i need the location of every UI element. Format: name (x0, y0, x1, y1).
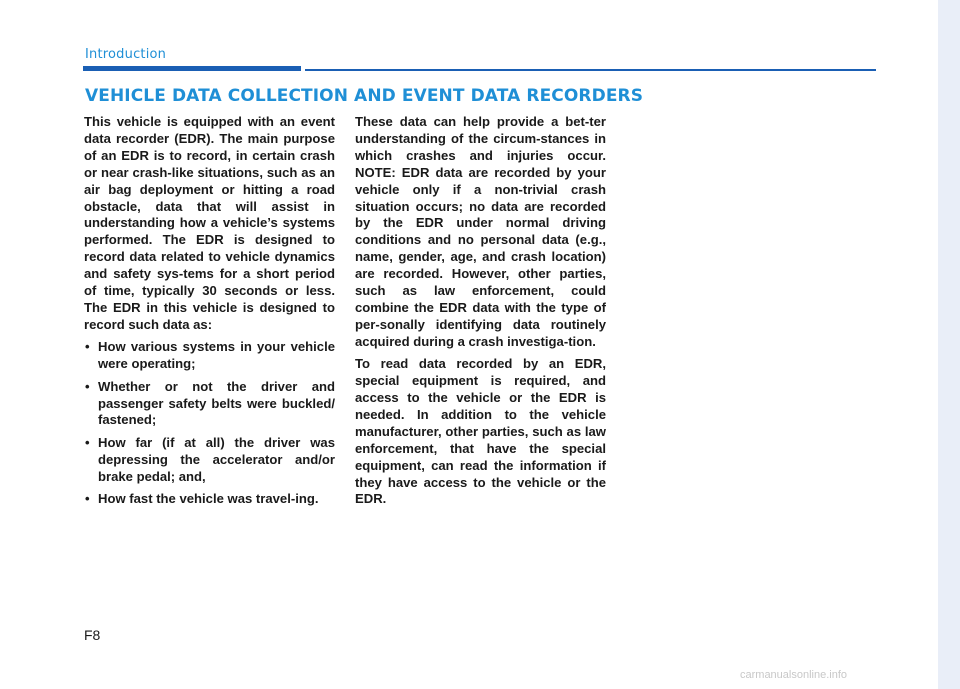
bullet-icon: • (85, 339, 90, 355)
header-rule-thin (305, 69, 876, 71)
list-item (84, 435, 335, 486)
list-item (84, 491, 335, 508)
side-strip (938, 0, 960, 689)
data-usage-paragraph: These data can help provide a bet-ter understanding of the circum-stances in which crashes and injuries occur. NOTE: EDR data are recorded by your vehicle only if a non-trivial crash situation occurs; no data are recorded by the EDR under normal driving conditions and no personal data (e.g., name, gender, age, and crash location) are recorded. However, other parties, such as law enforcement, could combine the EDR data with the type of per-sonally identifying data routinely acquired during a crash investiga-tion. (355, 114, 606, 349)
list-item (84, 379, 335, 430)
right-column (355, 114, 606, 514)
recorded-data-list (84, 339, 335, 508)
data-access-paragraph: To read data recorded by an EDR, special equipment is required, and access to the vehicle or the EDR is needed. In addition to the vehicle manufacturer, other parties, such as law enforcement, that have the special equipment, can read the information if they have access to the vehicle or the EDR. (355, 356, 606, 507)
list-item-text: How fast the vehicle was travel-ing. (98, 491, 319, 507)
list-item-text: How various systems in your vehicle were operating; (98, 339, 335, 372)
list-item (84, 339, 335, 373)
left-column (84, 114, 335, 513)
page-title: VEHICLE DATA COLLECTION AND EVENT DATA RECORDERS (85, 86, 644, 106)
bullet-icon: • (85, 434, 90, 450)
list-item-text: How far (if at all) the driver was depressing the accelerator and/or brake pedal; and, (98, 434, 335, 484)
bullet-icon: • (85, 378, 90, 394)
watermark: carmanualsonline.info (740, 669, 848, 681)
section-label: Introduction (85, 47, 167, 62)
page-number: F8 (84, 627, 101, 643)
intro-paragraph: This vehicle is equipped with an event data recorder (EDR). The main purpose of an EDR is to record, in certain crash or near crash-like situations, such as an air bag deployment or hitting a road obstacle, data that will assist in understanding how a vehicle’s systems performed. The EDR is designed to record data related to vehicle dynamics and safety sys-tems for a short period of time, typically 30 seconds or less. The EDR in this vehicle is designed to record such data as: (84, 114, 335, 332)
bullet-icon: • (85, 491, 90, 507)
header-rule-thick (83, 66, 301, 71)
list-item-text: Whether or not the driver and passenger safety belts were buckled/ fastened; (98, 378, 335, 428)
